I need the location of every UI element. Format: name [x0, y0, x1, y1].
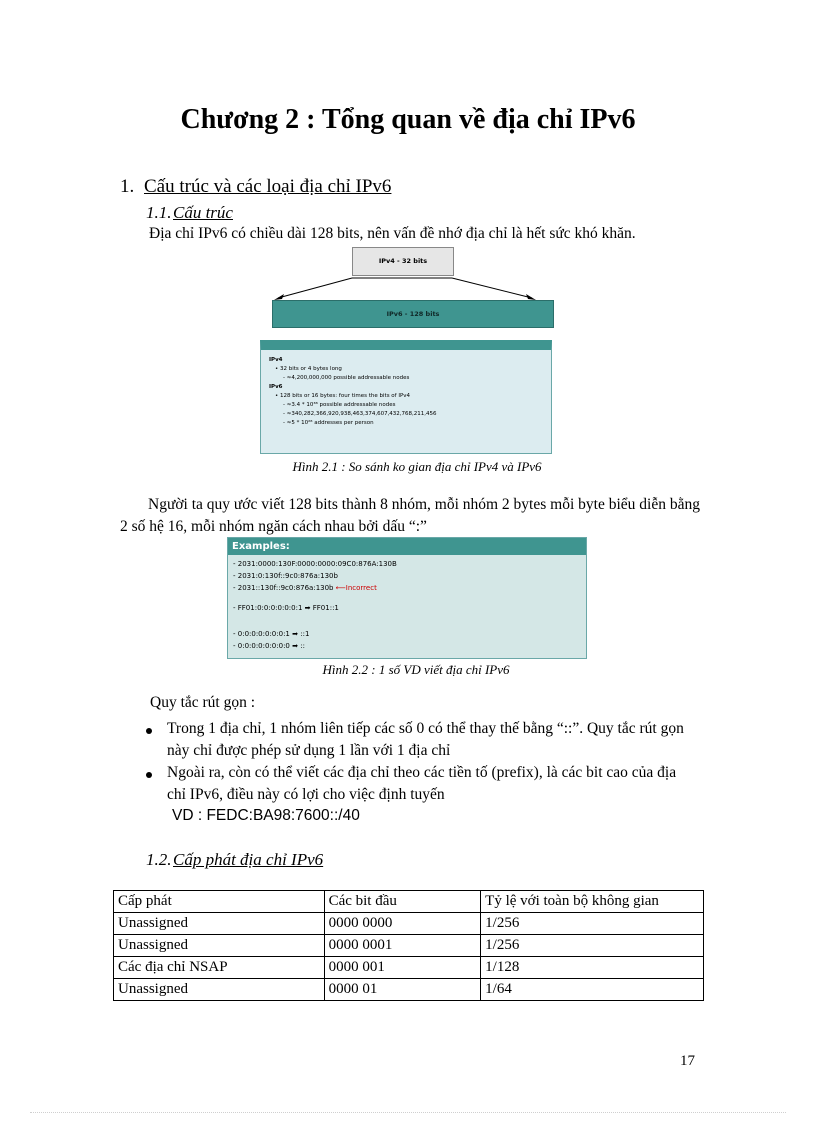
incorrect-label: Incorrect — [345, 584, 377, 592]
ipv6-line: - ≈3.4 * 10³⁸ possible addressable nodes — [283, 402, 396, 408]
ipv4-block: IPv4 - 32 bits — [352, 247, 454, 276]
table-row — [114, 913, 704, 935]
expansion-arrows-diagram — [270, 270, 560, 302]
prefix-example: VD : FEDC:BA98:7600::/40 — [172, 807, 360, 824]
example-line — [233, 604, 339, 612]
table-cell: Các địa chỉ NSAP — [114, 957, 325, 979]
subsection-number: 1.2. — [146, 850, 172, 869]
subsection-title: Cấu trúc — [173, 203, 233, 222]
example-text: - 2031::130f::9c0:876a:130b — [233, 584, 334, 592]
arrow-right-icon: ➡ — [304, 604, 311, 612]
bullet-text: Ngoài ra, còn có thể viết các địa chỉ theo các tiền tố (prefix), là các bit cao của địa chỉ IPv6, điều này có lợi cho việc định tuyến — [167, 764, 677, 803]
page-number: 17 — [680, 1053, 695, 1069]
figure-caption: Hình 2.2 : 1 số VD viết địa chỉ IPv6 — [322, 662, 510, 677]
table-row — [114, 957, 704, 979]
table-cell: 1/64 — [481, 979, 704, 1001]
example-result: ::1 — [300, 630, 310, 638]
table-cell: 0000 0001 — [324, 935, 481, 957]
table-cell: 1/256 — [481, 913, 704, 935]
ipv6-heading: IPv6 — [269, 384, 283, 390]
examples-heading: Examples: — [228, 538, 586, 555]
paragraph: Người ta quy ước viết 128 bits thành 8 nhóm, mỗi nhóm 2 bytes mỗi byte biểu diễn bằng 2 số hệ 16, mỗi nhóm ngăn cách nhau bởi dấu “:” — [120, 496, 700, 535]
arrow-right-icon: ➡ — [292, 642, 298, 650]
table-header-cell: Các bit đầu — [324, 891, 481, 913]
paragraph: Địa chỉ IPv6 có chiều dài 128 bits, nên vấn đề nhớ địa chỉ là hết sức khó khăn. — [149, 225, 636, 242]
example-result: FF01::1 — [312, 604, 339, 612]
ipv6-line: • 128 bits or 16 bytes: four times the bits of IPv4 — [275, 393, 411, 399]
subsection-title: Cấp phát địa chỉ IPv6 — [173, 850, 324, 869]
example-text: - FF01:0:0:0:0:0:0:1 — [233, 604, 303, 612]
table-cell: 1/128 — [481, 957, 704, 979]
table-cell: 0000 0000 — [324, 913, 481, 935]
example-line — [233, 642, 305, 650]
table-row — [114, 979, 704, 1001]
table-header-row — [114, 891, 704, 913]
example-text: - 0:0:0:0:0:0:0:0 — [233, 642, 290, 650]
examples-box — [227, 537, 587, 659]
arrow-right-icon: ➡ — [292, 630, 298, 638]
ipv6-bar: IPv6 - 128 bits — [272, 300, 554, 328]
table-row — [114, 935, 704, 957]
table-cell: 1/256 — [481, 935, 704, 957]
subsection-number: 1.1. — [146, 203, 172, 222]
table-cell: Unassigned — [114, 913, 325, 935]
table-cell: Unassigned — [114, 935, 325, 957]
table-header-cell: Tỷ lệ với toàn bộ không gian — [481, 891, 704, 913]
rules-intro: Quy tắc rút gọn : — [150, 694, 256, 711]
comparison-box — [260, 340, 552, 454]
page-title: Chương 2 : Tổng quan về địa chỉ IPv6 — [180, 104, 636, 135]
ipv6-line: - ≈340,282,366,920,938,463,374,607,432,768,211,456 — [283, 411, 437, 417]
footer-divider — [30, 1112, 786, 1113]
example-result: :: — [300, 642, 305, 650]
ipv4-heading: IPv4 — [269, 357, 283, 363]
example-line: - 2031:0:130f::9c0:876a:130b — [233, 572, 338, 580]
incorrect-arrow-icon: ⟵ — [335, 584, 346, 592]
table-cell: Unassigned — [114, 979, 325, 1001]
example-text: - 0:0:0:0:0:0:0:1 — [233, 630, 290, 638]
bullet-icon — [146, 728, 152, 734]
example-line — [233, 584, 377, 592]
section-title: Cấu trúc và các loại địa chỉ IPv6 — [144, 176, 392, 197]
example-line: - 2031:0000:130F:0000:0000:09C0:876A:130B — [233, 560, 397, 568]
figure-caption: Hình 2.1 : So sánh ko gian địa chỉ IPv4 và IPv6 — [292, 459, 542, 474]
ipv4-line: • 32 bits or 4 bytes long — [275, 366, 342, 372]
allocation-table — [113, 890, 704, 1001]
bullet-text: Trong 1 địa chỉ, 1 nhóm liên tiếp các số 0 có thể thay thế bằng “::”. Quy tắc rút gọn này chỉ được phép sử dụng 1 lần với 1 địa chỉ — [167, 720, 684, 759]
table-cell: 0000 01 — [324, 979, 481, 1001]
table-header-cell: Cấp phát — [114, 891, 325, 913]
bullet-icon — [146, 772, 152, 778]
section-number: 1. — [120, 176, 135, 197]
example-line — [233, 630, 309, 638]
ipv6-line: - ≈5 * 10²⁸ addresses per person — [283, 420, 374, 426]
table-cell: 0000 001 — [324, 957, 481, 979]
ipv4-line: - ≈4,200,000,000 possible addressable nodes — [283, 375, 410, 381]
